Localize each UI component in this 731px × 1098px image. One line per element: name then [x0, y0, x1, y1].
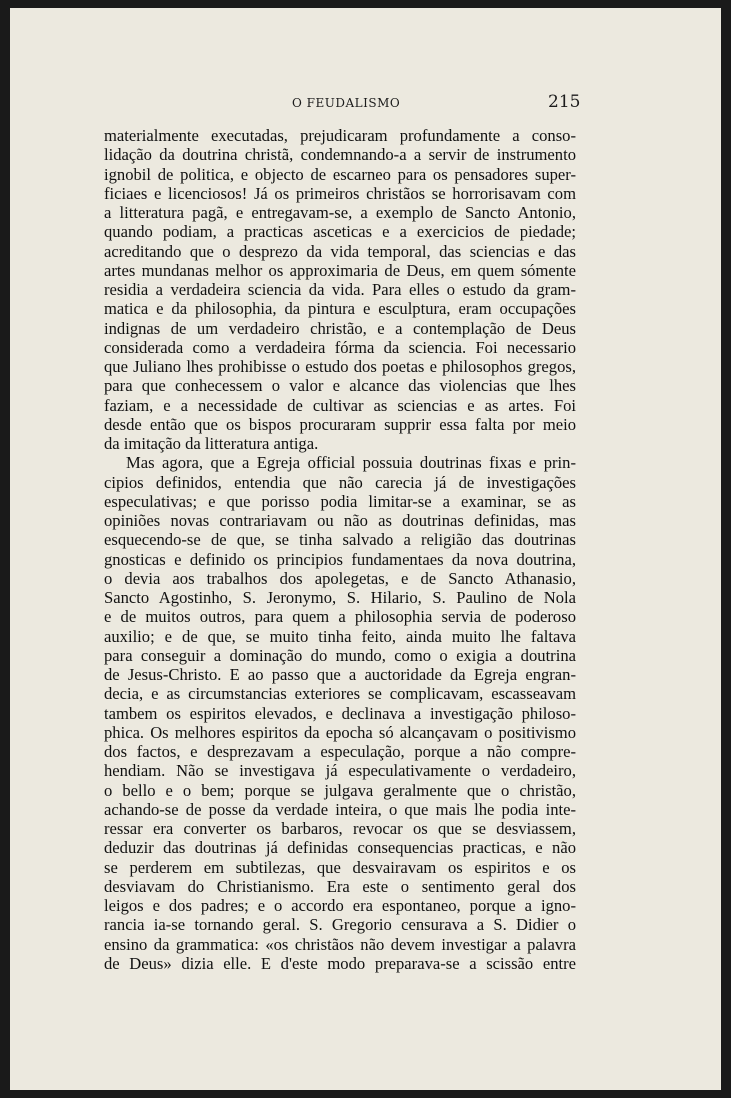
paragraph-1 — [104, 126, 576, 453]
text-line: o devia aos trabalhos dos apolegetas, e de Sancto Athanasio, — [104, 568, 576, 588]
text-line: se perderem em subtilezas, que desvairavam os espiritos e os — [104, 857, 576, 877]
page-number: 215 — [548, 92, 581, 112]
text-line: quando podiam, a practicas asceticas e a exercicios de piedade; — [104, 222, 576, 242]
text-line: opiniões novas contrariavam ou não as doutrinas definidas, mas — [104, 511, 576, 530]
text-line: rancia ia-se tornando geral. S. Gregorio censurava a S. Didier o — [104, 915, 576, 935]
text-line: auxilio; e de que, se muito tinha feito, ainda muito lhe faltava — [104, 626, 576, 646]
running-title: O FEUDALISMO — [292, 96, 401, 110]
text-line: Mas agora, que a Egreja official possuia doutrinas fixas e prin- — [126, 453, 576, 473]
text-line: Sancto Agostinho, S. Jeronymo, S. Hilario, S. Paulino de Nola — [104, 588, 576, 607]
text-line: dos factos, e desprezavam a especulação, porque a não compre- — [104, 742, 576, 761]
text-line: a litteratura pagã, e entregavam-se, a exemplo de Sancto Antonio, — [104, 203, 576, 222]
text-line: indignas de um verdadeiro christão, e a contemplação de Deus — [104, 318, 576, 338]
text-line: cipios definidos, entendia que não carecia já de investigações — [104, 472, 576, 492]
text-line: faziam, e a necessidade de cultivar as sciencias e as artes. Foi — [104, 395, 576, 415]
text-line: ressar era converter os barbaros, revocar os que se desviassem, — [104, 819, 576, 838]
text-line: que Juliano lhes prohibisse o estudo dos poetas e philosophos gregos, — [104, 357, 576, 376]
text-line: hendiam. Não se investigava já especulativamente o verdadeiro, — [104, 761, 576, 781]
text-line: para conseguir a dominação do mundo, como o exigia a doutrina — [104, 645, 576, 665]
paragraph-2 — [104, 453, 576, 973]
text-line: da imitação da litteratura antiga. — [104, 434, 319, 453]
text-line: tambem os espiritos elevados, e declinava a investigação philoso- — [104, 703, 576, 723]
text-line: o bello e o bem; porque se julgava geralmente que o christão, — [104, 780, 576, 800]
text-line: leigos e dos padres; e o accordo era espontaneo, porque a igno- — [104, 896, 576, 915]
text-line: achando-se de posse da verdade inteira, o que mais lhe podia inte- — [104, 799, 576, 819]
text-line: e de muitos outros, para quem a philosophia servia de poderoso — [104, 607, 576, 627]
text-line: acreditando que o desprezo da vida temporal, das sciencias e das — [104, 241, 576, 261]
text-line: deduzir das doutrinas já definidas consequencias practicas, e não — [104, 838, 576, 858]
text-line: ensino da grammatica: «os christãos não devem investigar a palavra — [104, 934, 576, 954]
text-line: considerada como a verdadeira fórma da sciencia. Foi necessario — [104, 337, 576, 357]
text-line: residia a verdadeira sciencia da vida. Para elles o estudo da gram- — [104, 280, 576, 299]
text-line: materialmente executadas, prejudicaram profundamente a conso- — [104, 126, 576, 145]
text-line: lidação da doutrina christã, condemnando-a a servir de instrumento — [104, 145, 576, 165]
text-line: esquecendo-se de que, se tinha salvado a religião das doutrinas — [104, 530, 576, 550]
text-line: especulativas; e que porisso podia limitar-se a examinar, se as — [104, 491, 576, 511]
text-line: desviavam do Christianismo. Era este o sentimento geral dos — [104, 876, 576, 896]
text-line: decia, e as circumstancias exteriores se complicavam, escasseavam — [104, 684, 576, 704]
text-line: para que conhecessem o valor e alcance das violencias que lhes — [104, 376, 576, 396]
text-line: ficiaes e licenciosos! Já os primeiros christãos se horrorisavam com — [104, 183, 576, 203]
text-line: desde então que os bispos procuraram supprir essa falta por meio — [104, 414, 576, 434]
page-header — [10, 92, 721, 116]
text-line: ignobil de politica, e objecto de escarneo para os pensadores super- — [104, 164, 576, 184]
text-line: de Deus» dizia elle. E d'este modo preparava-se a scissão entre — [104, 953, 576, 973]
book-page — [10, 8, 721, 1090]
text-line: gnosticas e definido os principios fundamentaes da nova doutrina, — [104, 549, 576, 569]
text-line: de Jesus-Christo. E ao passo que a auctoridade da Egreja engran- — [104, 665, 576, 684]
text-line: phica. Os melhores espiritos da epocha só alcançavam o positivismo — [104, 722, 576, 742]
body-text — [104, 126, 576, 973]
text-line: matica e da philosophia, da pintura e esculptura, eram occupações — [104, 299, 576, 319]
text-line: artes mundanas melhor os approximaria de Deus, em quem sómente — [104, 260, 576, 280]
